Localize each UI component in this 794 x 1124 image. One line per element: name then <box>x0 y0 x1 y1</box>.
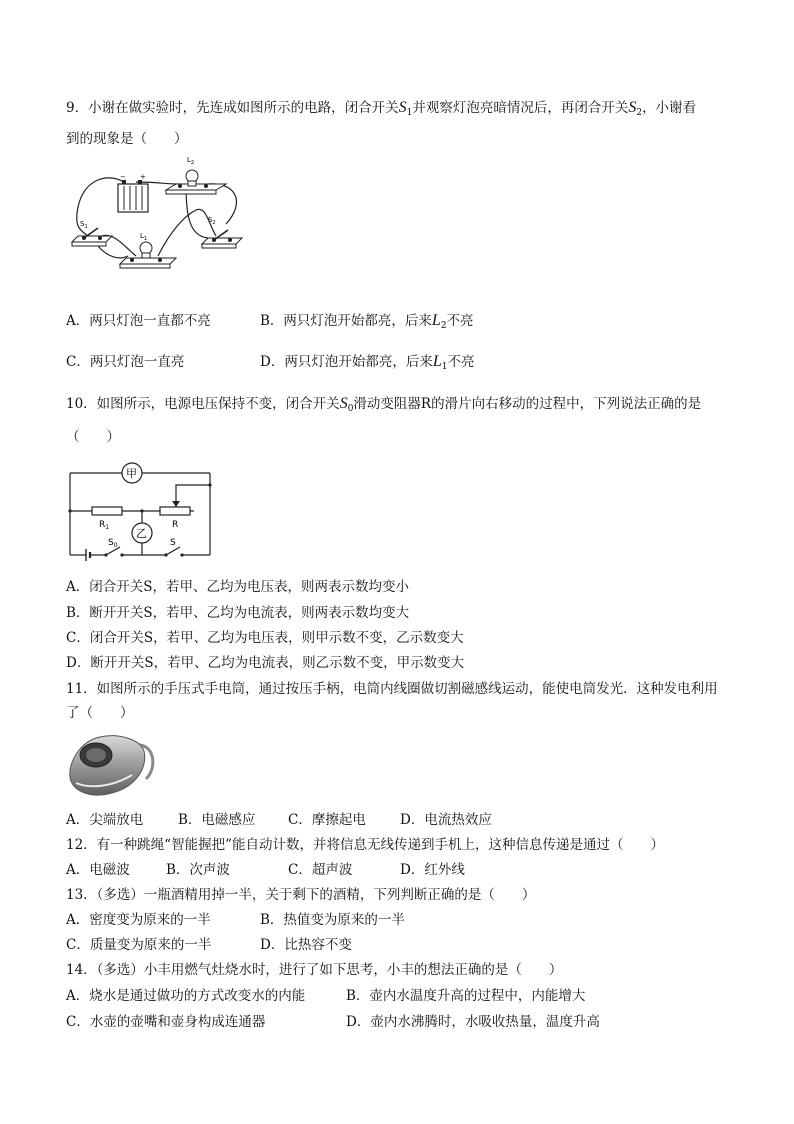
q10-option-b: B．断开开关S，若甲、乙均为电流表，则两表示数均变大 <box>66 605 410 621</box>
q9-stem-part3: ，小谢看 <box>642 100 697 116</box>
lamp-l2-icon <box>166 170 226 194</box>
q9-option-b <box>260 311 474 336</box>
q9-stem-line2: 到的现象是（ ） <box>66 131 188 147</box>
switch-s2-icon <box>202 230 242 248</box>
q14-option-c: C．水壶的壶嘴和壶身构成连通器 <box>66 1014 266 1030</box>
q9-option-d-symbol: L <box>432 353 442 370</box>
q14-option-d: D．壶内水沸腾时，水吸收热量，温度升高 <box>346 1014 600 1030</box>
switch-s1-icon <box>72 228 112 246</box>
q9-s1-symbol: S <box>398 99 407 116</box>
q9-option-b-sub: 2 <box>440 321 447 331</box>
q10-option-c: C．闭合开关S，若甲、乙均为电压表，则甲示数不变，乙示数变大 <box>66 630 464 646</box>
q13-option-d: D．比热容不变 <box>260 937 352 953</box>
q11-option-d: D．电流热效应 <box>400 812 492 828</box>
q10-option-a: A．闭合开关S，若甲、乙均为电压表，则两表示数均变小 <box>66 579 409 595</box>
q10-fig-label-r1: $R_1$ <box>99 520 110 531</box>
q9-s2-symbol: S <box>628 99 637 116</box>
q12-stem: 12．有一种跳绳“智能握把”能自动计数，并将信息无线传递到手机上，这种信息传递是通过（ ） <box>66 837 664 853</box>
q10-stem-part1: 10．如图所示，电源电压保持不变，闭合开关 <box>66 396 340 412</box>
svg-text:+: + <box>140 173 146 181</box>
svg-text:−: − <box>120 173 126 181</box>
q10-fig-label-s: S <box>170 538 176 548</box>
q9-stem-part1: 9．小谢在做实验时，先连成如图所示的电路，闭合开关 <box>66 100 399 116</box>
q9-option-d-text1: D．两只灯泡开始都亮，后来 <box>260 354 433 370</box>
q9-fig-label-s1: $S_1$ <box>80 220 88 230</box>
q9-option-d <box>260 352 474 377</box>
q10-stem-line1 <box>66 394 701 419</box>
q9-option-a: A．两只灯泡一直都不亮 <box>66 313 211 329</box>
q9-fig-label-l2: $L_2$ <box>187 156 195 166</box>
q10-circuit-figure <box>66 455 218 565</box>
q11-option-c: C．摩擦起电 <box>288 812 366 828</box>
q10-fig-meter-jia: 甲 <box>126 467 137 480</box>
q13-option-c: C．质量变为原来的一半 <box>66 937 212 953</box>
q9-option-d-text2: 不亮 <box>447 354 475 370</box>
q14-stem: 14．（多选）小丰用燃气灶烧水时，进行了如下思考，小丰的想法正确的是（ ） <box>66 962 563 978</box>
q12-option-d: D．红外线 <box>400 862 465 878</box>
q11-stem-line1: 11．如图所示的手压式手电筒，通过按压手柄，电筒内线圈做切割磁感线运动，能使电筒发光．这种发电利用 <box>66 681 718 697</box>
lamp-l1-icon <box>120 242 176 268</box>
q10-fig-meter-yi: 乙 <box>136 527 147 540</box>
q12-option-a: A．电磁波 <box>66 862 130 878</box>
q9-option-b-text2: 不亮 <box>446 313 474 329</box>
q10-stem-part2: 滑动变阻器R的滑片向右移动的过程中，下列说法正确的是 <box>353 396 702 412</box>
q10-s0-sub: 0 <box>347 404 354 414</box>
q9-s2-sub: 2 <box>636 108 643 118</box>
q9-stem-line1 <box>66 98 696 123</box>
q10-fig-label-s0: $S_0$ <box>108 538 118 549</box>
q13-stem: 13．（多选）一瓶酒精用掉一半，关于剩下的酒精，下列判断正确的是（ ） <box>66 887 536 903</box>
q12-option-c: C．超声波 <box>288 862 353 878</box>
q9-fig-label-s2: $S_2$ <box>208 216 216 226</box>
q9-option-c: C．两只灯泡一直亮 <box>66 354 185 370</box>
q12-option-b: B．次声波 <box>166 862 230 878</box>
q10-option-d: D．断开开关S，若甲、乙均为电流表，则乙示数不变，甲示数变大 <box>66 655 465 671</box>
q13-option-b: B．热值变为原来的一半 <box>260 912 405 928</box>
q10-s0-symbol: S <box>339 395 348 412</box>
q9-option-d-sub: 1 <box>441 362 448 372</box>
q9-option-b-text1: B．两只灯泡开始都亮，后来 <box>260 313 432 329</box>
battery-icon <box>118 173 148 212</box>
q11-option-b: B．电磁感应 <box>178 812 256 828</box>
flashlight-image <box>66 727 160 803</box>
q9-fig-label-l1: $L_1$ <box>140 232 148 242</box>
q9-option-b-symbol: L <box>431 312 441 329</box>
q9-circuit-figure <box>66 152 246 282</box>
q11-option-a: A．尖端放电 <box>66 812 144 828</box>
q11-stem-line2: 了（ ） <box>66 705 134 721</box>
q14-option-b: B．壶内水温度升高的过程中，内能增大 <box>346 988 586 1004</box>
q10-stem-line2: （ ） <box>66 429 120 445</box>
q9-s1-sub: 1 <box>406 108 413 118</box>
q9-stem-part2: 并观察灯泡亮暗情况后，再闭合开关 <box>412 100 629 116</box>
q14-option-a: A．烧水是通过做功的方式改变水的内能 <box>66 988 306 1004</box>
q13-option-a: A．密度变为原来的一半 <box>66 912 211 928</box>
q10-fig-label-r: R <box>172 520 179 530</box>
